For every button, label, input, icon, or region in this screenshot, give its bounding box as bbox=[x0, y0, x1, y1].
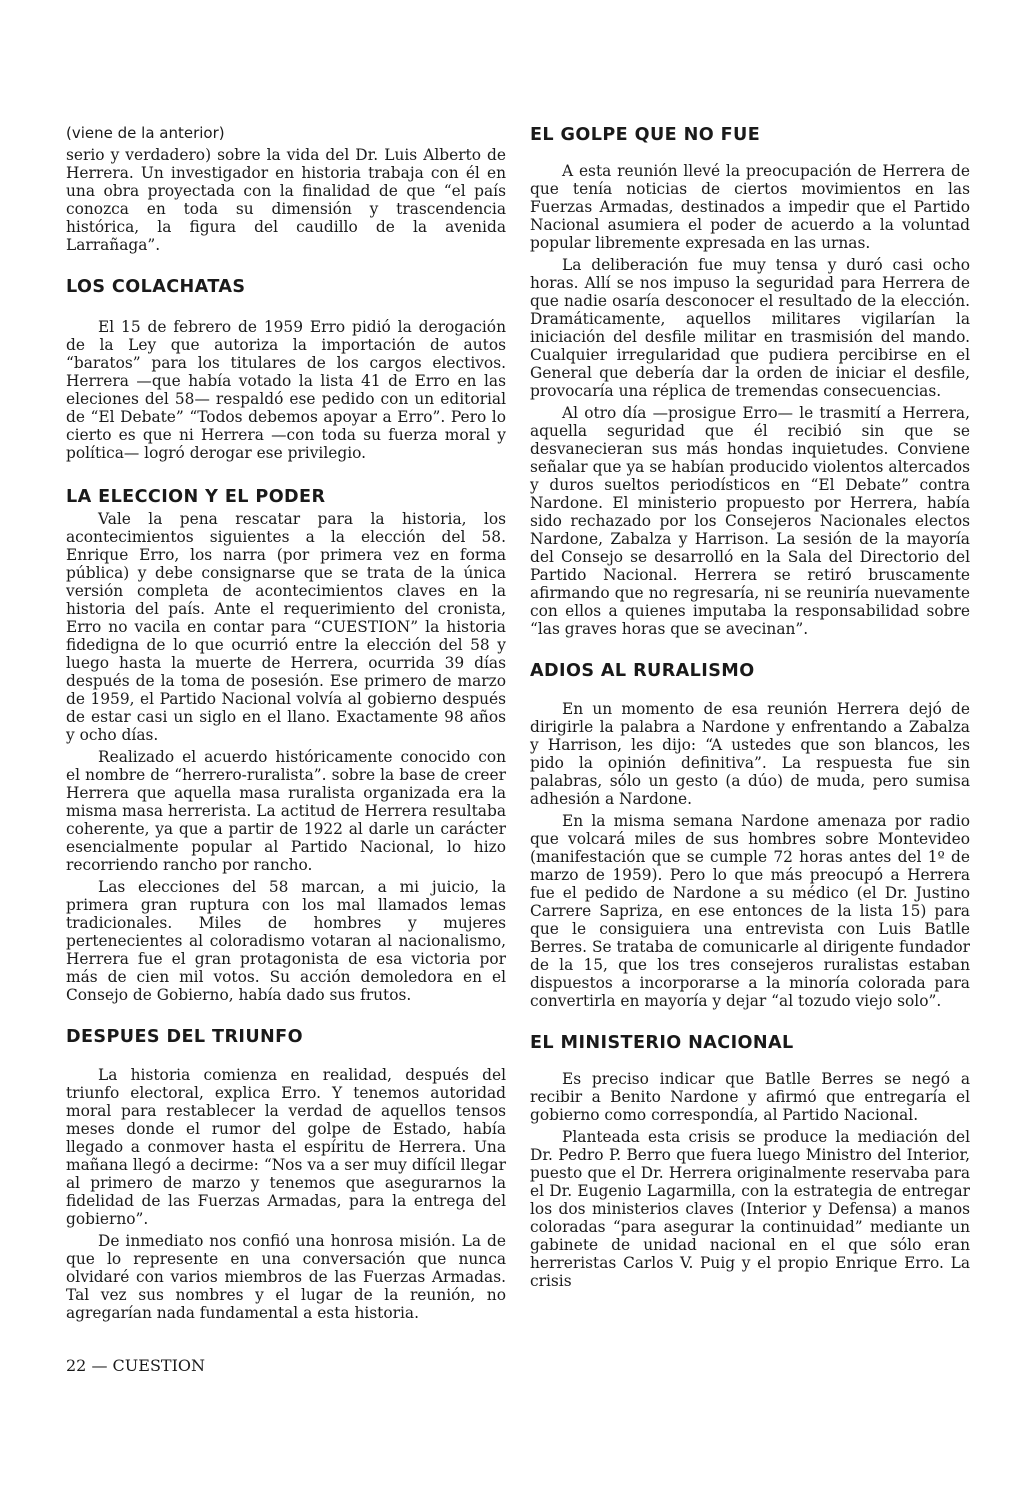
paragraph: Vale la pena rescatar para la historia, los acontecimientos siguientes a la elección del 58. Enrique Erro, los narra (por primera vez en forma pública) y debe consignarse que se trata de la única versión completa de acontecimientos claves en la historia del país. Ante el requerimiento del cronista, Erro no vacila en contar para “CUESTION” la historia fidedigna de lo que ocurrió entre la elección del 58 y luego hasta la muerte de Herrera, ocurrida 39 días después de la toma de posesión. Ese primero de marzo de 1959, el Partido Nacional volvía al gobierno después de estar casi un siglo en el llano. Exactamente 98 años y ocho días. bbox=[66, 510, 506, 744]
paragraph: La deliberación fue muy tensa y duró casi ocho horas. Allí se nos impuso la seguridad para Herrera de que nadie osaría desconocer el resultado de la elección. Dramáticamente, aquellos militares vigilarían la iniciación del desfile militar en trasmisión del mando. Cualquier irregularidad que pudiera percibirse en el General que debería dar la orden de iniciar el desfile, provocaría una réplica de tremendas consecuencias. bbox=[530, 256, 970, 400]
paragraph: En un momento de esa reunión Herrera dejó de dirigirle la palabra a Nardone y enfrentando a Zabalza y Harrison, les dijo: “A ustedes que son blancos, les pido la opinión definitiva”. La respuesta fue sin palabras, sólo un gesto (a dúo) de muda, pero sumisa adhesión a Nardone. bbox=[530, 700, 970, 808]
heading-adios-al-ruralismo: ADIOS AL RURALISMO bbox=[530, 661, 755, 681]
paragraph: El 15 de febrero de 1959 Erro pidió la derogación de la Ley que autoriza la importación de autos “baratos” para los titulares de los cargos electivos. Herrera —que había votado la lista 41 de Erro en las eleciones del 58— respaldó ese pedido con un editorial de “El Debate” “Todos debemos apoyar a Erro”. Pero lo cierto es que ni Herrera —con toda su fuerza moral y política— logró derogar ese privilegio. bbox=[66, 318, 506, 462]
paragraph: La historia comienza en realidad, después del triunfo electoral, explica Erro. Y tenemos autoridad moral para restablecer la verdad de aquellos tensos meses donde el rumor del golpe de Estado, había llegado a conmover hasta el espíritu de Herrera. Una mañana llegó a decirme: “Nos va a ser muy difícil llegar al primero de marzo y tenemos que asegurarnos la fidelidad de las Fuerzas Armadas, para la entrega del gobierno”. bbox=[66, 1066, 506, 1228]
paragraph: Realizado el acuerdo históricamente conocido con el nombre de “herrero-ruralista”. sobre la base de creer Herrera que aquella masa ruralista organizada era la misma masa herrerista. La actitud de Herrera resultaba coherente, ya que a partir de 1922 al darle un carácter esencialmente popular al Partido Nacional, lo hizo recorriendo rancho por rancho. bbox=[66, 748, 506, 874]
paragraph: Es preciso indicar que Batlle Berres se negó a recibir a Benito Nardone y afirmó que entregaría el gobierno como correspondía, al Partido Nacional. bbox=[530, 1070, 970, 1124]
paragraph: Las elecciones del 58 marcan, a mi juicio, la primera gran ruptura con los mal llamados lemas tradicionales. Miles de hombres y mujeres pertenecientes al coloradismo votaran al nacionalismo, Herrera fue el gran protagonista de esa victoria por más de cien mil votos. Su acción demoledora en el Consejo de Gobierno, había dado sus frutos. bbox=[66, 878, 506, 1004]
intro-paragraph: serio y verdadero) sobre la vida del Dr. Luis Alberto de Herrera. Un investigador en historia trabaja con él en una obra proyectada con la finalidad de que “el país conozca en toda su dimensión y trascendencia histórica, la figura del caudillo de la avenida Larrañaga”. bbox=[66, 146, 506, 254]
paragraph: En la misma semana Nardone amenaza por radio que volcará miles de sus hombres sobre Montevideo (manifestación que se cumple 72 horas antes del 1º de marzo de 1959). Pero lo que más preocupó a Herrera fue el pedido de Nardone a su médico (el Dr. Justino Carrere Sapriza, en ese entonces de la lista 15) para que le consiguiera una entrevista con Luis Batlle Berres. Se trataba de comunicarle al dirigente fundador de la 15, que los tres consejeros ruralistas estaban dispuestos a incorporarse a la minoría colorada para convertirla en mayoría y dejar “al tozudo viejo solo”. bbox=[530, 812, 970, 1010]
page-footer: 22 — CUESTION bbox=[66, 1356, 206, 1375]
paragraph: Planteada esta crisis se produce la mediación del Dr. Pedro P. Berro que fuera luego Ministro del Interior, puesto que el Dr. Herrera originalmente reservaba para el Dr. Eugenio Lagarmilla, con la estrategia de entregar los dos ministerios claves (Interior y Defensa) a manos coloradas “para asegurar la continuidad” mediante un gabinete de unidad nacional en el que sólo eran herreristas Carlos V. Puig y el propio Enrique Erro. La crisis bbox=[530, 1128, 970, 1290]
left-column bbox=[66, 124, 506, 1326]
paragraph: Al otro día —prosigue Erro— le trasmití a Herrera, aquella seguridad que él recibió sin que se desvanecieran sus más hondas inquietudes. Conviene señalar que ya se habían producido violentos altercados y duros sueltos periodísticos en “El Debate” contra Nardone. El ministerio propuesto por Herrera, había sido rechazado por los Consejeros Nacionales electos Nardone, Zabalza y Harrison. La sesión de la mayoría del Consejo se desarrolló en la Sala del Directorio del Partido Nacional. Herrera se retiró bruscamente afirmando que no regresaría, ni se reuniría nuevamente con ellos a quienes imputaba la responsabilidad sobre “las graves horas que se avecinan”. bbox=[530, 404, 970, 638]
paragraph: De inmediato nos confió una honrosa misión. La de que lo represente en una conversación que nunca olvidaré con varios miembros de las Fuerzas Armadas. Tal vez sus nombres y el lugar de la reunión, no agregarían nada fundamental a esta historia. bbox=[66, 1232, 506, 1322]
heading-el-golpe-que-no-fue: EL GOLPE QUE NO FUE bbox=[530, 125, 761, 145]
continuation-note: (viene de la anterior) bbox=[66, 124, 225, 142]
heading-los-colachatas: LOS COLACHATAS bbox=[66, 277, 246, 297]
heading-la-eleccion-y-el-poder: LA ELECCION Y EL PODER bbox=[66, 487, 326, 507]
heading-el-ministerio-nacional: EL MINISTERIO NACIONAL bbox=[530, 1033, 794, 1053]
right-column bbox=[530, 124, 970, 1294]
heading-despues-del-triunfo: DESPUES DEL TRIUNFO bbox=[66, 1027, 303, 1047]
paragraph: A esta reunión llevé la preocupación de Herrera de que tenía noticias de ciertos movimientos en las Fuerzas Armadas, destinados a impedir que el Partido Nacional asumiera el poder de acuerdo a la voluntad popular libremente expresada en las urnas. bbox=[530, 162, 970, 252]
